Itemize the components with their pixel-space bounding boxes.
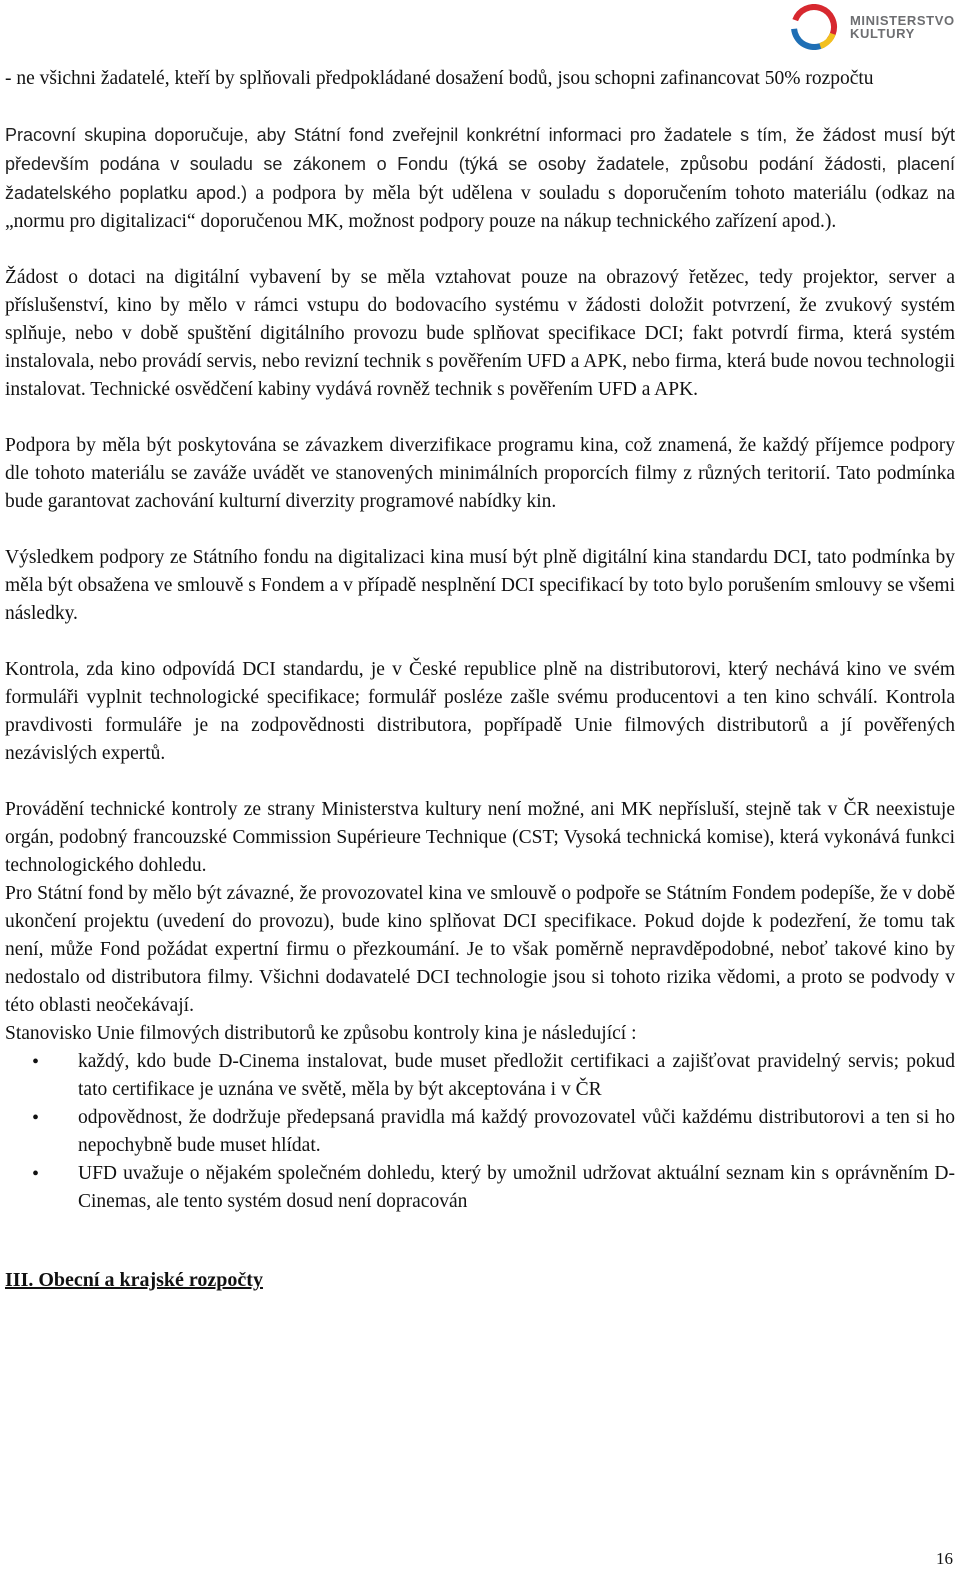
paragraph-intro: - ne všichni žadatelé, kteří by splňovali předpokládané dosažení bodů, jsou schopni zafinancovat 50% rozpočtu [5,68,874,89]
logo-text-line1: MINISTERSTVO [850,13,955,28]
bullet-icon: • [32,1107,40,1129]
paragraph-state-fund: Pro Státní fond by mělo být závazné, že provozovatel kina ve smlouvě o podpoře se Státním Fondem podepíše, že v době ukončení projektu (uvedení do provozu), bude kino splňovat DCI specifikace. Pokud dojde k podezření, že tomu tak není, může Fond požádat expertní firmu o přezkoumání. Je to však poměrně nepravděpodobné, neboť takové kino by nedostalo od distributora filmy. Všichni dodavatelé DCI technologie jsou si tohoto rizika vědomi, a proto se podvody v této oblasti neočekávají. [5,883,955,1016]
paragraph-technical-control: Provádění technické kontroly ze strany Ministerstva kultury není možné, ani MK nepřísluší, stejně tak v ČR neexistuje orgán, podobný francouzské Commission Supérieure Technique (CST; Vysoká technická komise), která vykonává funkci technologického dohledu. [5,799,955,876]
logo-text-line2: KULTURY [850,26,915,41]
paragraph-working-group-serif: a podpora by měla být udělena v souladu s doporučením tohoto materiálu (odkaz na „normu pro digitalizaci“ doporučenou MK, možnost podpory pouze na nákup technického zařízení apod.). [5,183,955,232]
list-item-text: UFD uvažuje o nějakém společném dohledu, který by umožnil udržovat aktuální seznam kin s oprávněním D-Cinemas, ale tento systém dosud není dopracován [78,1163,955,1212]
list-item-text: odpovědnost, že dodržuje předepsaná pravidla má každý provozovatel vůči každému distributorovi a ten si ho nepochybně bude muset hlídat. [78,1107,955,1156]
ministry-logo-emblem-icon [790,4,842,50]
paragraph-working-group-sans: Pracovní skupina doporučuje, aby Státní fond zveřejnil konkrétní informaci pro žadatele s tím, že žádost musí být především podána v souladu se zákonem o Fondu (týká se osoby žadatele, způsobu podání žádosti, placení žadatelského poplatku apod.) [5,125,955,203]
bullet-list [5,1048,955,1216]
paragraph-ufd-position: Stanovisko Unie filmových distributorů ke způsobu kontroly kina je následující : [5,1023,637,1044]
document-body [5,65,955,1294]
paragraph-subsidy-request: Žádost o dotaci na digitální vybavení by se měla vztahovat pouze na obrazový řetězec, tedy projektor, server a příslušenství, kino by mělo v rámci vstupu do bodovacího systému v žádosti doložit potvrzení, že zvukový systém splňuje, nebo v době spuštění digitálního provozu bude splňovat specifikace DCI; fakt potvrdí firma, která systém instalovala, nebo provádí servis, nebo revizní technik s pověřením UFD a APK, nebo firma, která bude novou technologii instalovat. Technické osvědčení kabiny vydává rovněž technik s pověřením UFD a APK. [5,267,955,400]
list-item [5,1048,955,1104]
paragraph-diversification: Podpora by měla být poskytována se závazkem diverzifikace programu kina, což znamená, že každý příjemce podpory dle tohoto materiálu se zaváže uvádět ve stanovených minimálních proporcích filmy z různých teritorií. Tato podmínka bude garantovat zachování kulturní diverzity programové nabídky kin. [5,435,955,512]
paragraph-result: Výsledkem podpory ze Státního fondu na digitalizaci kina musí být plně digitální kina standardu DCI, tato podmínka by měla být obsažena ve smlouvě s Fondem a v případě nesplnění DCI specifikací by toto bylo porušením smlouvy se všemi následky. [5,547,955,624]
bullet-icon: • [32,1163,40,1185]
list-item [5,1160,955,1216]
list-item-text: každý, kdo bude D-Cinema instalovat, bude muset předložit certifikaci a zajišťovat pravidelný servis; pokud tato certifikace je uznána ve světě, měla by být akceptována i v ČR [78,1051,955,1100]
bullet-icon: • [32,1051,40,1073]
ministry-logo [790,4,956,50]
paragraph-working-group [5,121,955,236]
page-number: 16 [936,1549,953,1568]
list-item [5,1104,955,1160]
section-heading: III. Obecní a krajské rozpočty [5,1269,263,1291]
paragraph-control: Kontrola, zda kino odpovídá DCI standardu, je v České republice plně na distributorovi, který nechává kino ve svém formuláři vyplnit technologické specifikace; formulář posléze zašle svému producentovi a ten kino schválí. Kontrola pravdivosti formuláře je na zodpovědnosti distributora, popřípadě Unie filmových distributorů a jí pověřených nezávislých expertů. [5,659,955,764]
